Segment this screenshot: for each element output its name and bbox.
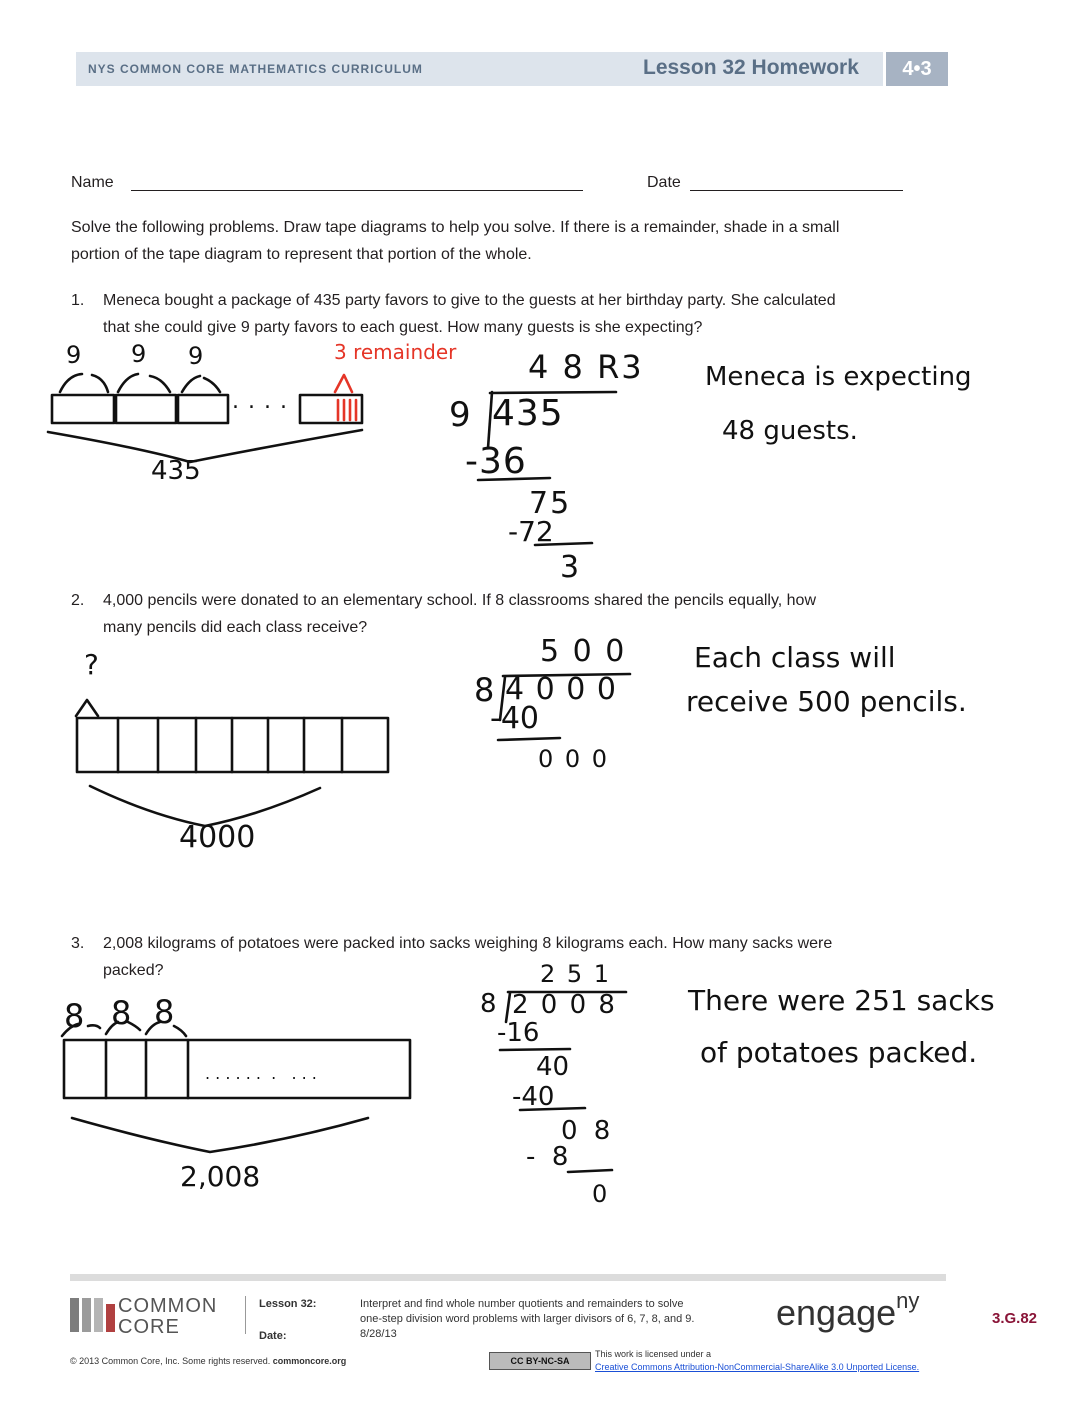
name-field[interactable] — [131, 190, 583, 191]
p3-dividend: 2 0 0 8 — [512, 990, 617, 1020]
p1-tape-label-3: 9 — [188, 342, 204, 370]
p3-tape-label-2: 8 — [111, 994, 132, 1032]
p1-remainder-caret — [335, 375, 352, 392]
name-label: Name — [71, 174, 114, 191]
p1-tape-unit-last — [300, 395, 362, 423]
problem-3-number: 3. — [71, 935, 85, 952]
page-code: 3.G.82 — [992, 1310, 1038, 1327]
p3-tape-divisions — [106, 1040, 188, 1098]
footer-lesson-label: Lesson 32: — [259, 1298, 317, 1310]
instructions-line-2: portion of the tape diagram to represent that portion of the whole. — [71, 246, 532, 263]
common-core-logo-icon — [70, 1296, 116, 1332]
license-link[interactable]: Creative Commons Attribution-NonCommercial-ShareAlike 3.0 Unported License. — [595, 1362, 920, 1372]
p2-caret — [76, 700, 98, 716]
grade-module-badge: 4•3 — [886, 52, 948, 86]
license-text: This work is licensed under a — [595, 1349, 712, 1359]
p1-arc-2b — [150, 376, 170, 392]
footer-date-label: Date: — [259, 1330, 287, 1342]
problem-2-line-1: 4,000 pencils were donated to an elementary school. If 8 classrooms shared the pencils equally, how — [103, 592, 816, 609]
footer-lesson-desc-1: Interpret and find whole number quotients and remainders to solve — [360, 1298, 684, 1310]
p3-total: 2,008 — [180, 1160, 261, 1193]
p1-arc-2a — [118, 374, 138, 392]
p1-step-2: 75 — [529, 486, 572, 521]
problem-3-line-2: packed? — [103, 962, 164, 979]
p2-step-1: -40 — [490, 701, 539, 736]
p1-tape-unit-2 — [116, 395, 176, 423]
p1-step-1: -36 — [465, 441, 527, 482]
p3-step-1: -16 — [497, 1018, 540, 1048]
p1-total-brace — [48, 430, 362, 462]
p2-step-2: 0 0 0 — [538, 745, 610, 773]
copyright-text: © 2013 Common Core, Inc. Some rights reserved. — [70, 1356, 271, 1366]
p2-quotient: 5 0 0 — [540, 634, 627, 669]
p3-step-5: - 8 — [526, 1142, 569, 1172]
p1-remainder-note: 3 remainder — [334, 340, 457, 364]
p1-arc-3a — [182, 376, 200, 392]
p1-answer-line-2: 48 guests. — [722, 416, 858, 446]
problem-3-line-1: 2,008 kilograms of potatoes were packed into sacks weighing 8 kilograms each. How many sacks were — [103, 935, 833, 952]
p1-dividend: 435 — [492, 393, 564, 434]
footer-lesson-desc-2: one-step division word problems with larger divisors of 6, 7, 8, and 9. — [360, 1313, 695, 1325]
p1-remainder-shading — [338, 400, 356, 420]
cc-license-badge[interactable]: CC BY-NC-SA — [489, 1352, 591, 1370]
curriculum-title: NYS COMMON CORE MATHEMATICS CURRICULUM — [88, 62, 423, 76]
engage-word: engage — [776, 1292, 897, 1333]
copyright-link[interactable]: commoncore.org — [272, 1356, 347, 1366]
p1-tape-unit-3 — [178, 395, 228, 423]
problem-1-line-1: Meneca bought a package of 435 party favors to give to the guests at her birthday party. She calculated — [103, 292, 836, 309]
p1-tape-label-1: 9 — [66, 341, 82, 369]
copyright-notice — [70, 1356, 346, 1366]
p3-tape-label-1: 8 — [64, 997, 85, 1035]
p2-divisor: 8 — [474, 671, 495, 709]
problem-2-number: 2. — [71, 592, 85, 609]
p3-total-brace — [72, 1118, 368, 1152]
p2-dividend: 4 0 0 0 — [505, 672, 617, 707]
p3-step-6: 0 — [592, 1180, 608, 1208]
logo-line-1: COMMON — [118, 1295, 218, 1317]
p3-step-2: 40 — [536, 1052, 570, 1082]
p3-answer-line-2: of potatoes packed. — [700, 1036, 978, 1069]
engage-sup: ny — [896, 1288, 920, 1313]
p2-answer-line-1: Each class will — [694, 641, 896, 674]
p3-tape-label-3: 8 — [154, 993, 175, 1031]
p1-step-3: -72 — [508, 515, 554, 548]
lesson-title: Lesson 32 Homework — [643, 56, 859, 79]
problem-2-line-2: many pencils did each class receive? — [103, 619, 368, 636]
p3-answer-line-1: There were 251 sacks — [688, 984, 995, 1017]
p1-tape-unit-1 — [52, 395, 114, 423]
p3-subtract-line-3 — [568, 1170, 612, 1172]
p3-step-3: -40 — [512, 1082, 555, 1112]
problem-1-number: 1. — [71, 292, 85, 309]
p1-divisor: 9 — [449, 395, 471, 435]
footer-divider — [245, 1296, 246, 1334]
instructions-line-1: Solve the following problems. Draw tape diagrams to help you solve. If there is a remainder, shade in a small — [71, 219, 840, 236]
p1-arc-3b — [204, 378, 220, 392]
p1-answer-line-1: Meneca is expecting — [705, 362, 972, 392]
logo-line-2: CORE — [118, 1316, 180, 1338]
p2-tape — [77, 718, 388, 772]
footer-date-value: 8/28/13 — [360, 1328, 397, 1340]
p2-answer-line-2: receive 500 pencils. — [686, 685, 967, 718]
p3-divisor: 8 — [480, 989, 497, 1019]
p2-tape-divisions — [118, 718, 342, 772]
p1-tape-label-2: 9 — [131, 340, 147, 368]
problem-1-line-2: that she could give 9 party favors to each guest. How many guests is she expecting? — [103, 319, 703, 336]
date-field[interactable] — [690, 190, 903, 191]
footer-rule — [70, 1274, 946, 1281]
date-label: Date — [647, 174, 681, 191]
engageny-logo — [776, 1288, 920, 1334]
p2-subtract-line — [498, 738, 560, 740]
p3-quotient: 2 5 1 — [540, 960, 612, 988]
p1-arc-1b — [92, 375, 108, 392]
p3-subtract-line-1 — [500, 1049, 570, 1050]
p1-step-4: 3 — [560, 550, 580, 585]
p2-total: 4000 — [179, 820, 256, 855]
p1-quotient: 4 8 R3 — [528, 348, 644, 386]
p3-step-4: 0 8 — [561, 1116, 615, 1146]
p2-unknown: ? — [84, 648, 99, 681]
p1-tape-dots: . . . . — [232, 389, 288, 414]
p1-total: 435 — [151, 456, 201, 486]
p3-tape-dots: . . . . . . . . . . — [205, 1064, 317, 1083]
p1-arc-1a — [60, 374, 82, 392]
